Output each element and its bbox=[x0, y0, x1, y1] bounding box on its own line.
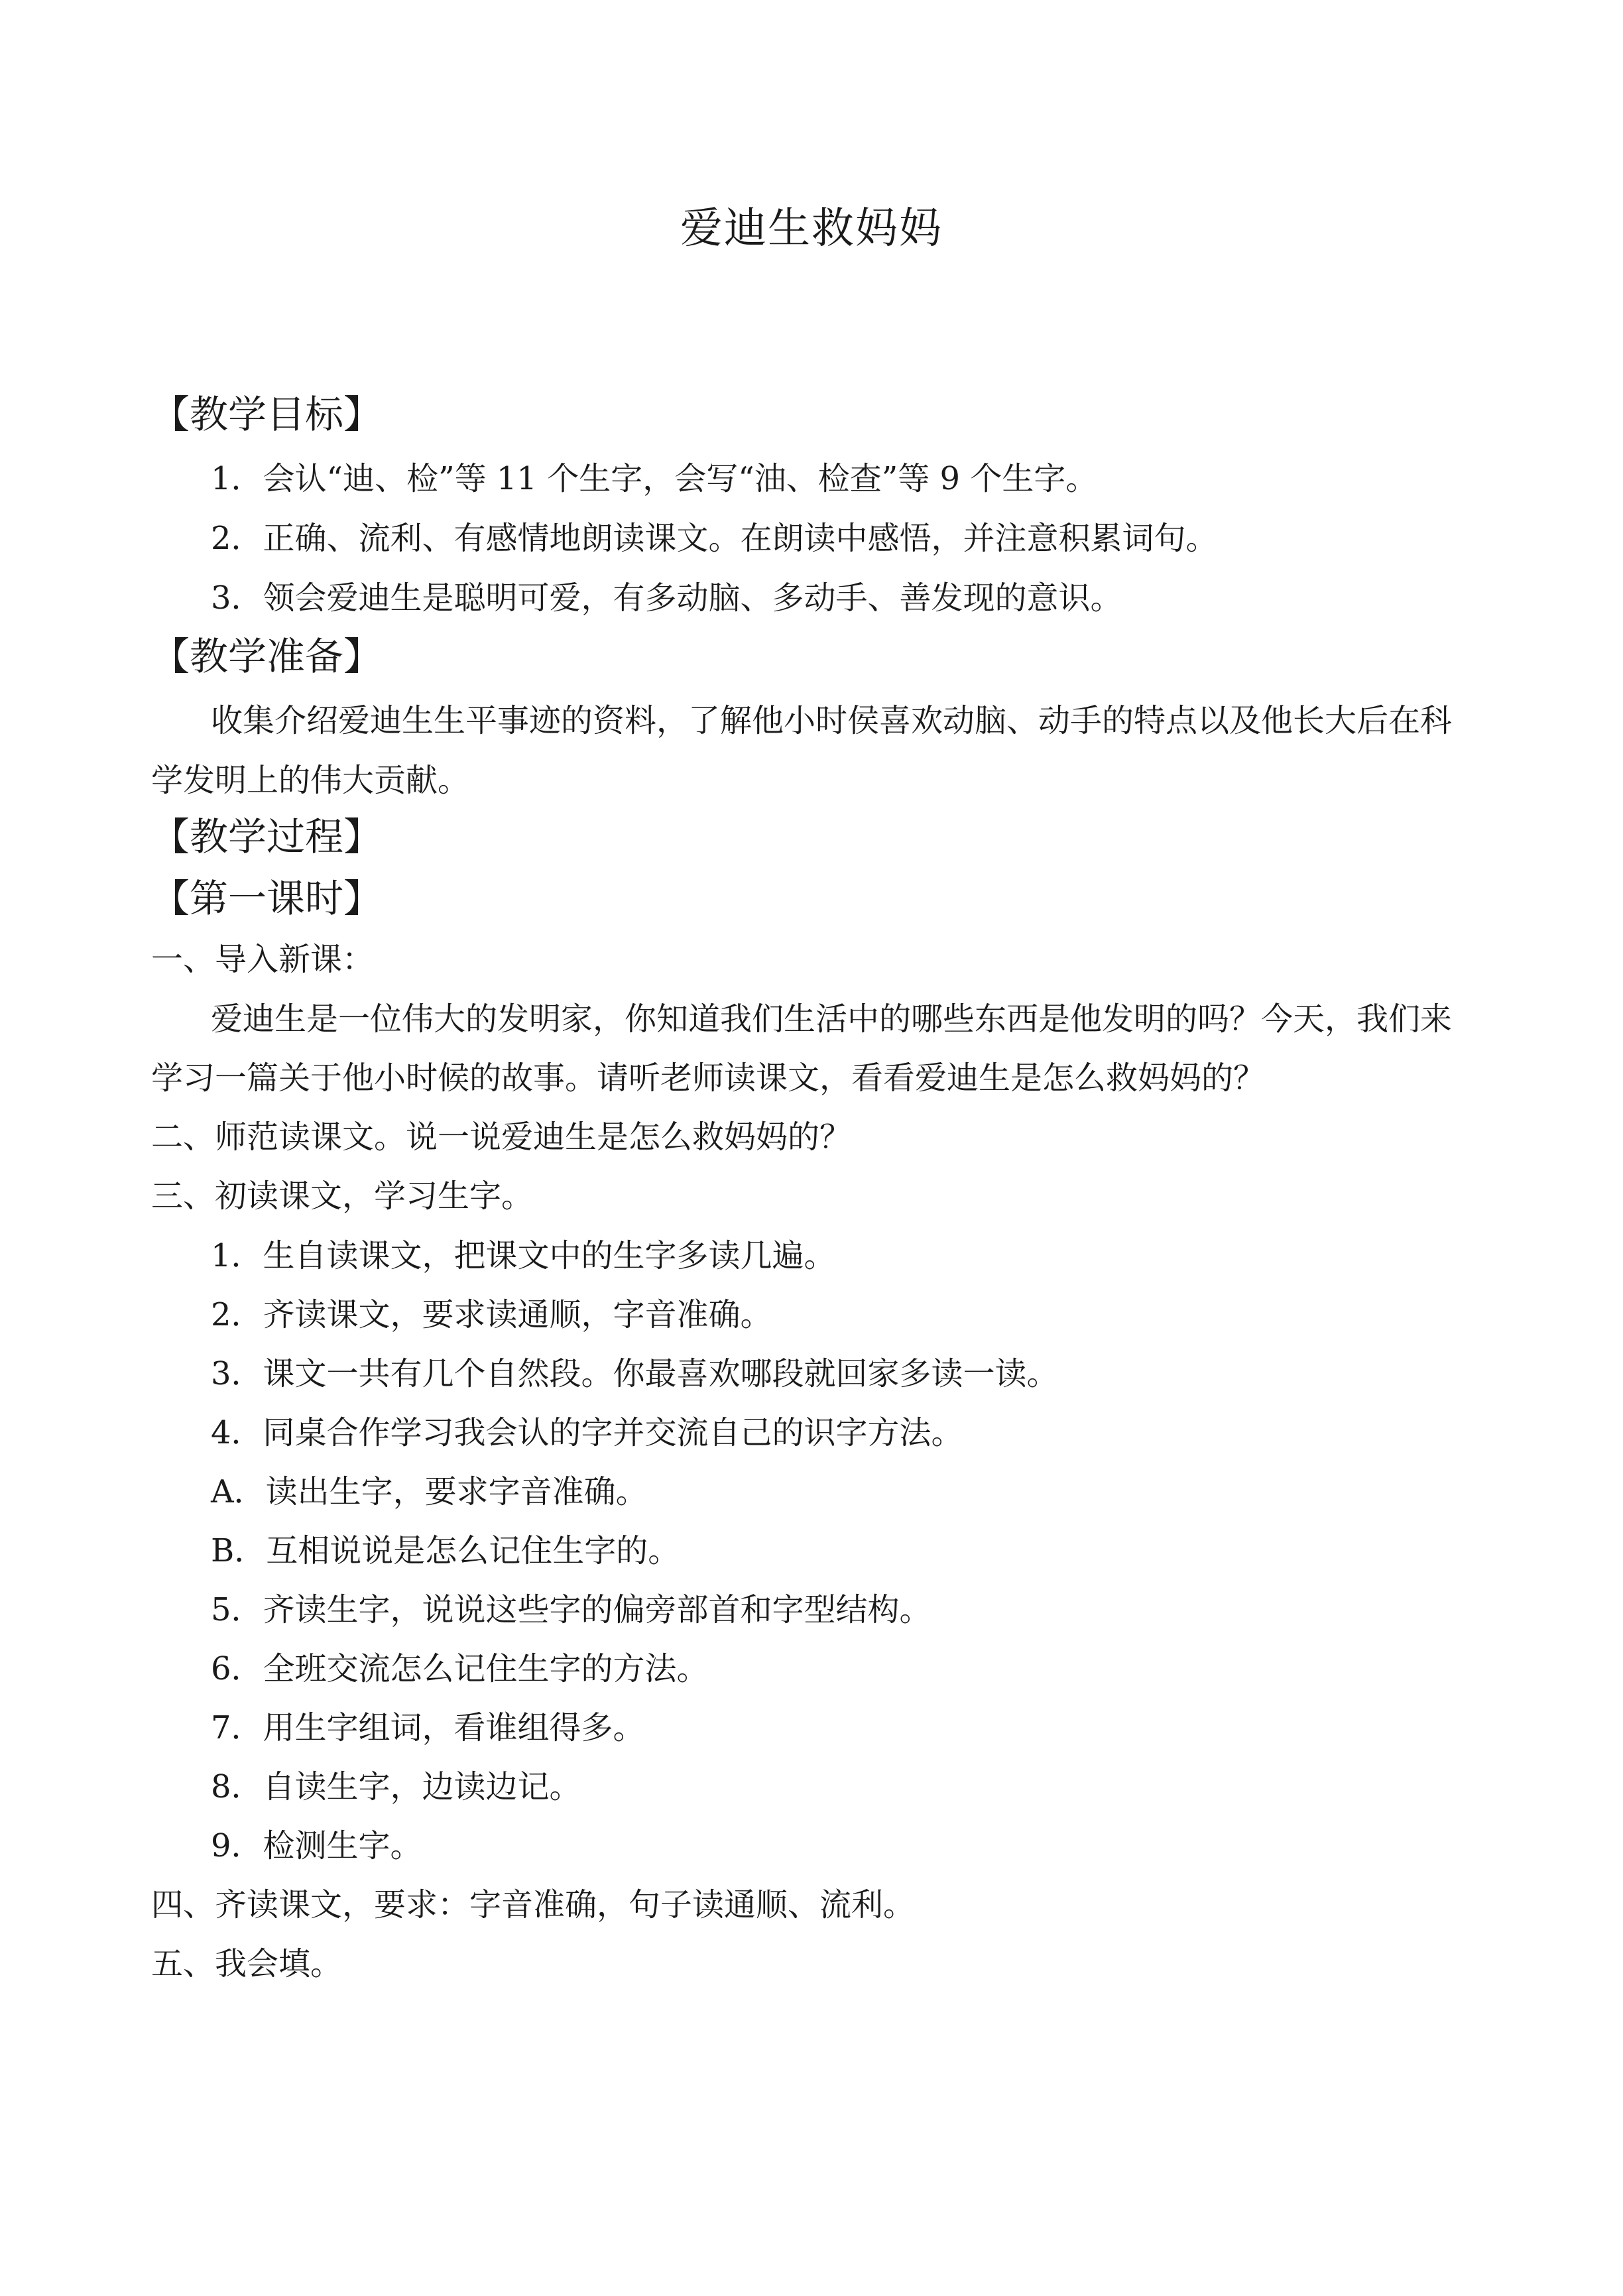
intro-paragraph-line: 爱迪生是一位伟大的发明家，你知道我们生活中的哪些东西是他发明的吗？今天，我们来 bbox=[211, 1000, 1453, 1038]
prep-paragraph-line: 收集介绍爱迪生生平事迹的资料，了解他小时侯喜欢动脑、动手的特点以及他长大后在科 bbox=[211, 702, 1453, 739]
step-title: 三、初读课文，学习生字。 bbox=[151, 1178, 534, 1215]
step-title: 四、齐读课文，要求：字音准确，句子读通顺、流利。 bbox=[151, 1886, 916, 1923]
step3-item: 2．齐读课文，要求读通顺，字音准确。 bbox=[211, 1296, 772, 1333]
step3-item: 7．用生字组词，看谁组得多。 bbox=[211, 1709, 645, 1746]
goal-item: 1．会认“迪、检”等 11 个生字，会写“油、检查”等 9 个生字。 bbox=[211, 460, 1098, 497]
step-title: 一、导入新课： bbox=[151, 941, 375, 978]
step3-item: 5．齐读生字，说说这些字的偏旁部首和字型结构。 bbox=[211, 1591, 932, 1628]
prep-paragraph-line: 学发明上的伟大贡献。 bbox=[151, 762, 470, 799]
step3-item: 3．课文一共有几个自然段。你最喜欢哪段就回家多读一读。 bbox=[211, 1355, 1059, 1392]
goal-item: 2．正确、流利、有感情地朗读课文。在朗读中感悟，并注意积累词句。 bbox=[211, 520, 1218, 557]
step3-item: 6．全班交流怎么记住生字的方法。 bbox=[211, 1650, 709, 1687]
teaching-process-heading: 【教学过程】 bbox=[151, 814, 383, 859]
step3-item: 1．生自读课文，把课文中的生字多读几遍。 bbox=[211, 1237, 836, 1274]
step3-subitem: A．读出生字，要求字音准确。 bbox=[211, 1473, 648, 1510]
step3-item: 9．检测生字。 bbox=[211, 1827, 422, 1864]
intro-paragraph-line: 学习一篇关于他小时候的故事。请听老师读课文，看看爱迪生是怎么救妈妈的？ bbox=[151, 1059, 1266, 1097]
step-title: 五、我会填。 bbox=[151, 1945, 343, 1982]
step3-item: 8．自读生字，边读边记。 bbox=[211, 1768, 581, 1805]
step3-subitem: B．互相说说是怎么记住生字的。 bbox=[211, 1532, 680, 1569]
document-title: 爱迪生救妈妈 bbox=[680, 204, 943, 253]
goal-item: 3．领会爱迪生是聪明可爱，有多动脑、多动手、善发现的意识。 bbox=[211, 579, 1122, 617]
first-lesson-heading: 【第一课时】 bbox=[151, 876, 383, 921]
step3-item: 4．同桌合作学习我会认的字并交流自己的识字方法。 bbox=[211, 1414, 963, 1451]
teaching-prep-heading: 【教学准备】 bbox=[151, 634, 383, 679]
step-title: 二、师范读课文。说一说爱迪生是怎么救妈妈的？ bbox=[151, 1118, 852, 1156]
teaching-goals-heading: 【教学目标】 bbox=[151, 392, 383, 437]
